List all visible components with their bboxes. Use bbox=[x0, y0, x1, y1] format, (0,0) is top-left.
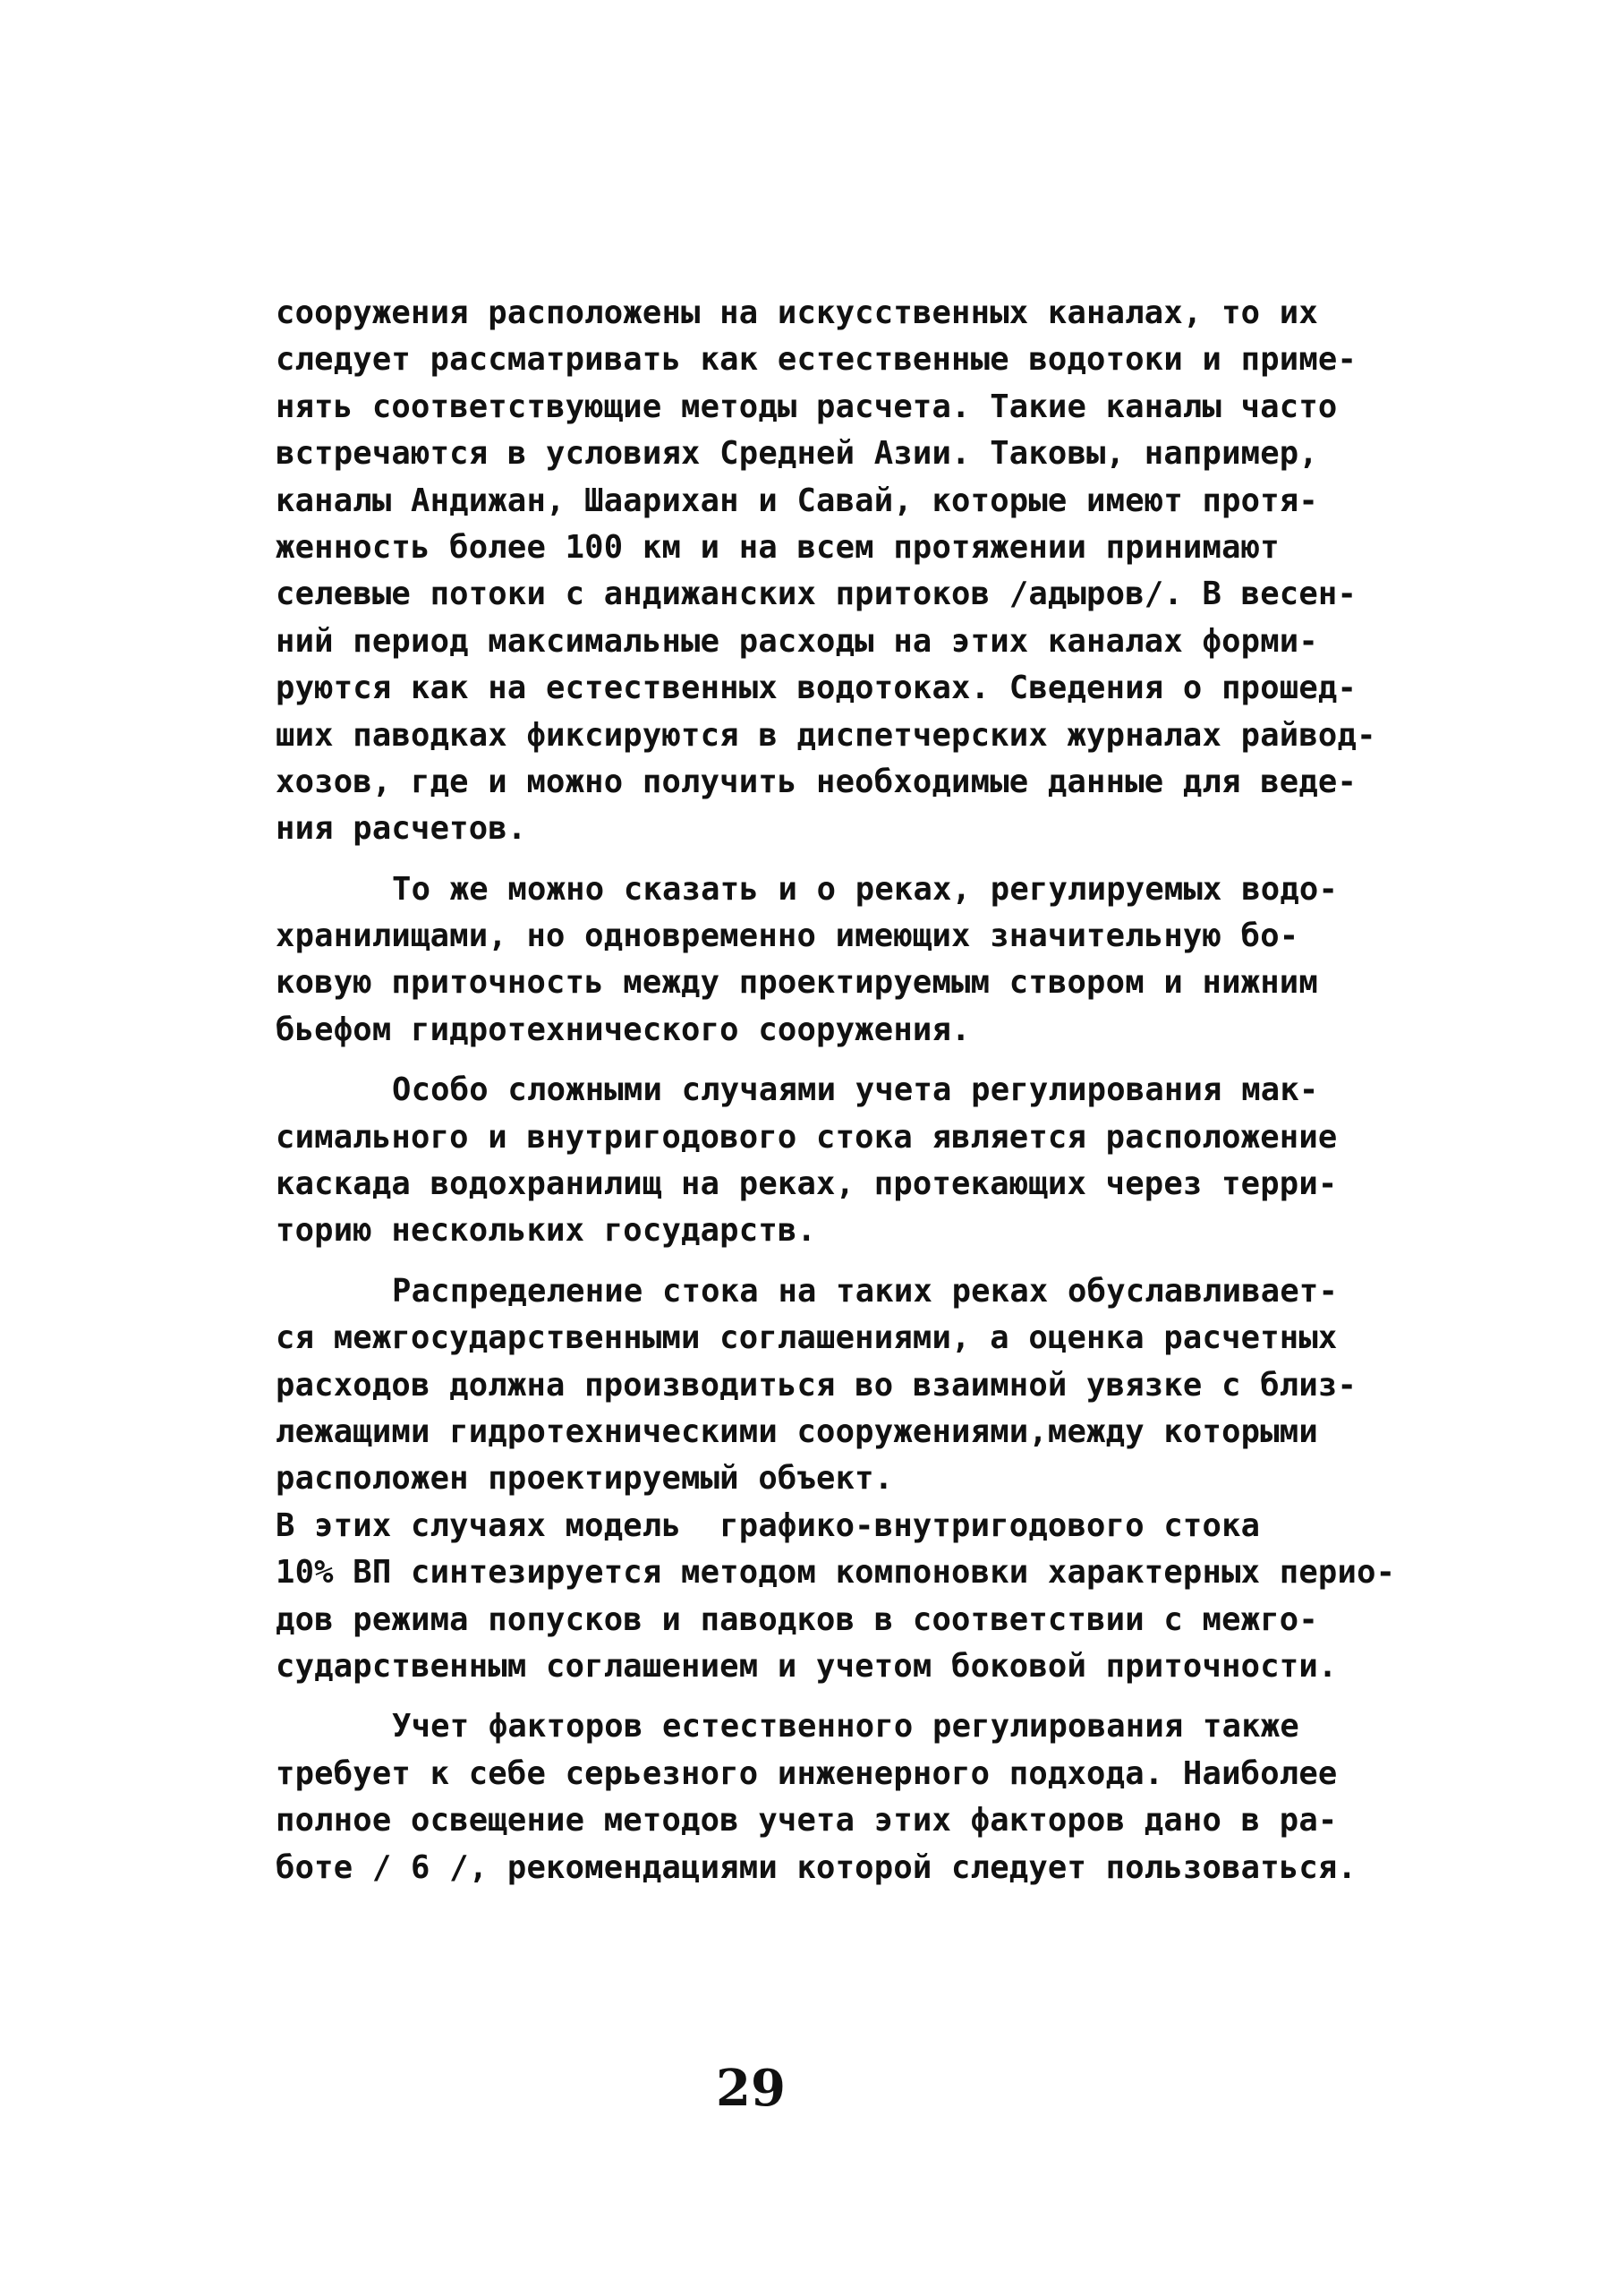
text-line: В этих случаях модель графико-внутригодового стока bbox=[276, 1506, 1261, 1544]
text-line: ших паводках фиксируются в диспетчерских журналах райвод- bbox=[276, 716, 1376, 754]
paragraph bbox=[276, 290, 1403, 853]
text-line: хранилищами, но одновременно имеющих значительную бо- bbox=[276, 918, 1299, 955]
text-line: Учет факторов естественного регулирования также bbox=[392, 1708, 1299, 1745]
text-line: руются как на естественных водотоках. Сведения о прошед- bbox=[276, 670, 1357, 707]
paragraph-gap bbox=[276, 1255, 1403, 1268]
paragraph bbox=[276, 1703, 1403, 1891]
text-line: требует к себе серьезного инженерного подхода. Наиболее bbox=[276, 1754, 1338, 1792]
text-line: хозов, где и можно получить необходимые данные для веде- bbox=[276, 763, 1357, 800]
text-line: ния расчетов. bbox=[276, 810, 527, 848]
text-line: расходов должна производиться во взаимной увязке с близ- bbox=[276, 1366, 1357, 1404]
text-line: полное освещение методов учета этих факторов дано в ра- bbox=[276, 1802, 1338, 1839]
paragraph bbox=[276, 1503, 1403, 1691]
text-line: нять соответствующие методы расчета. Такие каналы часто bbox=[276, 388, 1338, 425]
text-line: лежащими гидротехническими сооружениями,между которыми bbox=[276, 1413, 1318, 1450]
text-line: селевые потоки с андижанских притоков /адыров/. В весен- bbox=[276, 576, 1357, 613]
paragraph-gap bbox=[276, 1054, 1403, 1067]
text-line: торию нескольких государств. bbox=[276, 1212, 817, 1250]
text-line: следует рассматривать как естественные водотоки и приме- bbox=[276, 341, 1357, 379]
text-line: бьефом гидротехнического сооружения. bbox=[276, 1011, 971, 1048]
text-line: Распределение стока на таких реках обуславливает- bbox=[392, 1272, 1339, 1310]
text-line: сооружения расположены на искусственных каналах, то их bbox=[276, 294, 1318, 331]
text-line: сударственным соглашением и учетом боковой приточности. bbox=[276, 1647, 1338, 1685]
text-line: расположен проектируемый объект. bbox=[276, 1460, 894, 1498]
text-line: каналы Андижан, Шаарихан и Савай, которые имеют протя- bbox=[276, 482, 1318, 519]
text-line: дов режима попусков и паводков в соответствии с межго- bbox=[276, 1600, 1318, 1638]
text-line: симального и внутригодового стока является расположение bbox=[276, 1118, 1338, 1156]
text-line: Особо сложными случаями учета регулирования мак- bbox=[392, 1071, 1319, 1109]
text-line: 10% ВП синтезируется методом компоновки характерных перио- bbox=[276, 1554, 1396, 1592]
paragraph-gap bbox=[276, 853, 1403, 866]
text-line: боте / 6 /, рекомендациями которой следует пользоваться. bbox=[276, 1848, 1357, 1886]
text-line: То же можно сказать и о реках, регулируемых водо- bbox=[392, 870, 1339, 908]
paragraph-gap bbox=[276, 1690, 1403, 1703]
text-line: ковую приточность между проектируемым створом и нижним bbox=[276, 964, 1318, 1002]
body-text bbox=[276, 290, 1403, 1891]
paragraph bbox=[276, 1268, 1403, 1503]
text-line: ний период максимальные расходы на этих каналах форми- bbox=[276, 622, 1318, 660]
text-line: встречаются в условиях Средней Азии. Таковы, например, bbox=[276, 435, 1318, 473]
text-line: женность более 100 км и на всем протяжении принимают bbox=[276, 528, 1280, 566]
paragraph bbox=[276, 866, 1403, 1054]
text-line: ся межгосударственными соглашениями, а оценка расчетных bbox=[276, 1319, 1338, 1357]
page-number: 29 bbox=[716, 2059, 786, 2118]
text-line: каскада водохранилищ на реках, протекающих через терри- bbox=[276, 1165, 1338, 1203]
paragraph bbox=[276, 1067, 1403, 1255]
